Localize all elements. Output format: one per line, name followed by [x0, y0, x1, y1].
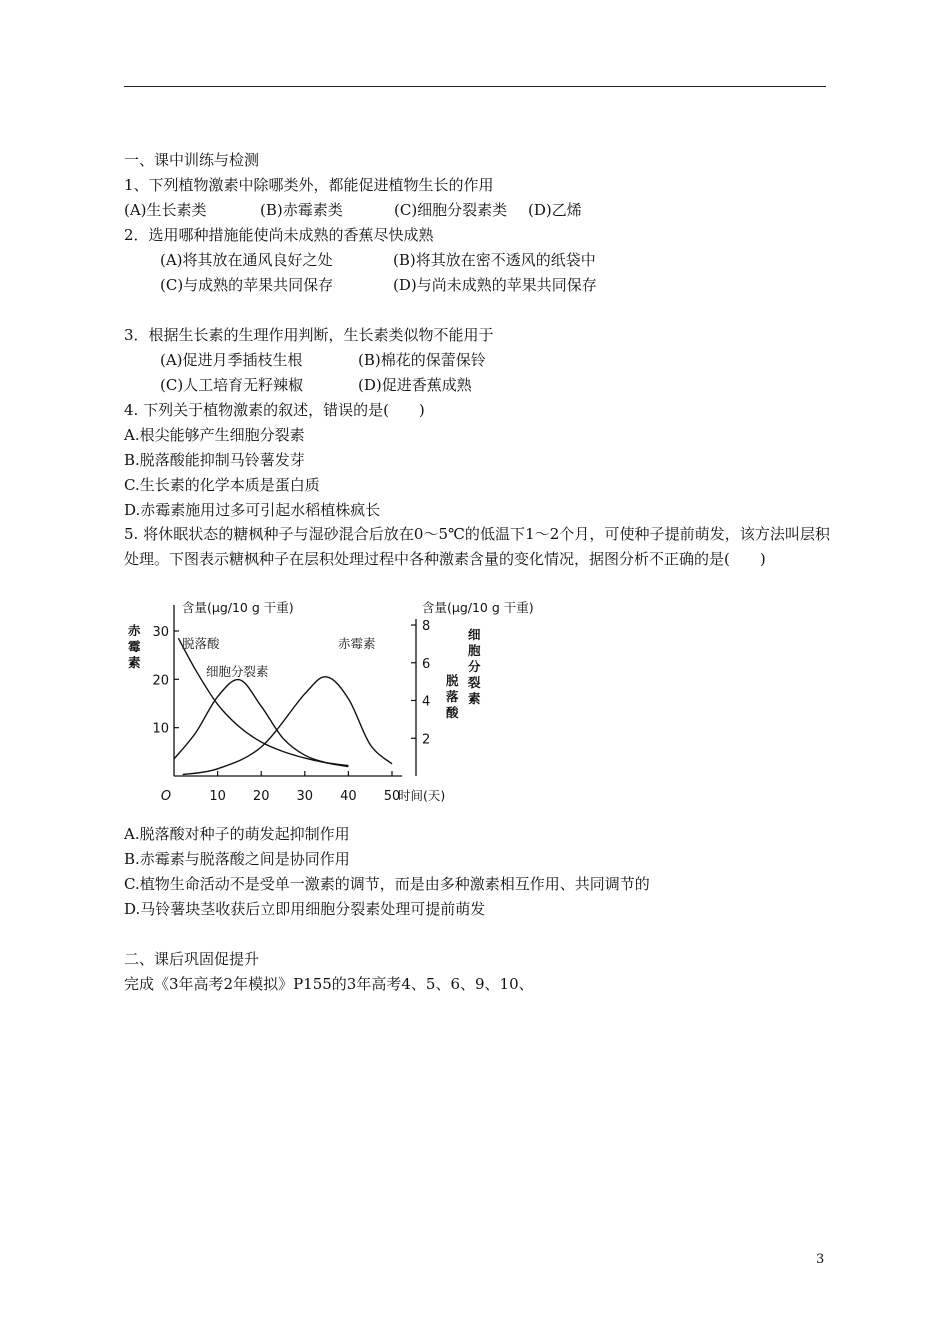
right-tick-label: 2: [422, 732, 431, 748]
q3-options-row1: [160, 350, 486, 370]
left-axis-unit: 含量(μg/10 g 干重): [182, 600, 294, 615]
q5-stem: 5. 将休眠状态的糖枫种子与湿砂混合后放在0～5℃的低温下1～2个月，可使种子提前萌发，该方法叫层积处理。下图表示糖枫种子在层积处理过程中各种激素含量的变化情况，据图分析不正确的是( ): [124, 525, 830, 568]
q2-option-a: (A)将其放在通风良好之处: [160, 251, 333, 269]
series-line-ck: [174, 680, 348, 767]
series-line-ga: [183, 677, 392, 775]
q3-option-a: (A)促进月季插枝生根: [160, 351, 303, 369]
x-tick-label: 20: [252, 789, 270, 804]
series-line-aba: [178, 638, 348, 765]
q5-option-c: C.植物生命活动不是受单一激素的调节，而是由多种激素相互作用、共同调节的: [124, 875, 650, 893]
q4-option-a: A.根尖能够产生细胞分裂素: [124, 426, 305, 444]
x-tick-label: 10: [209, 789, 226, 804]
q3-options-row2: [160, 375, 472, 395]
q5-option-a: A.脱落酸对种子的萌发起抑制作用: [124, 825, 350, 843]
left-axis-ticks: [152, 625, 179, 737]
q3-option-d: (D)促进香蕉成熟: [358, 376, 472, 394]
x-tick-label: 40: [340, 789, 357, 804]
section1-heading: 一、课中训练与检测: [124, 151, 260, 169]
q1-options: [124, 200, 582, 220]
series-label-ga: 赤霉素: [338, 636, 376, 651]
q4-option-c: C.生长素的化学本质是蛋白质: [124, 476, 320, 494]
q3-option-c: (C)人工培育无籽辣椒: [160, 376, 304, 394]
hormone-chart: [120, 595, 534, 813]
q1-option-d: (D)乙烯: [528, 201, 582, 219]
q3-stem: 3．根据生长素的生理作用判断，生长素类似物不能用于: [124, 326, 494, 344]
left-tick-label: 20: [152, 673, 169, 689]
left-tick-label: 10: [152, 721, 169, 737]
x-tick-label: 50: [383, 789, 401, 804]
q1-option-c: (C)细胞分裂素类: [394, 201, 508, 219]
left-axis-label: 赤霉素: [128, 623, 141, 670]
homework-text: 完成《3年高考2年模拟》P155的3年高考4、5、6、9、10、: [124, 975, 534, 993]
chart-axes: [174, 605, 416, 776]
series-label-ck: 细胞分裂素: [206, 664, 269, 679]
right-tick-label: 4: [422, 694, 431, 710]
q1-stem: 1、下列植物激素中除哪类外，都能促进植物生长的作用: [124, 176, 494, 194]
q2-options-row2: [160, 275, 597, 295]
left-tick-label: 30: [152, 625, 169, 640]
q5-option-b: B.赤霉素与脱落酸之间是协同作用: [124, 850, 350, 868]
right-axis-label-ck: 细胞分裂素: [468, 627, 481, 706]
q1-option-a: (A)生长素类: [124, 201, 207, 219]
q4-stem: 4. 下列关于植物激素的叙述，错误的是( ): [124, 401, 425, 419]
x-tick-label: 30: [296, 789, 314, 804]
right-axis-label-aba: 脱落酸: [446, 673, 459, 720]
q2-option-d: (D)与尚未成熟的苹果共同保存: [393, 276, 597, 294]
q2-options-row1: [160, 250, 596, 270]
q1-option-b: (B)赤霉素类: [260, 201, 343, 219]
right-tick-label: 6: [422, 656, 431, 672]
right-tick-label: 8: [422, 619, 431, 634]
q2-option-c: (C)与成熟的苹果共同保存: [160, 276, 334, 294]
x-axis-label: 时间(天): [398, 788, 446, 803]
header-rule: [124, 86, 826, 87]
section2-heading: 二、课后巩固促提升: [124, 950, 260, 968]
q2-stem: 2．选用哪种措施能使尚未成熟的香蕉尽快成熟: [124, 226, 434, 244]
right-axis-ticks: [411, 619, 430, 747]
chart-series: [174, 638, 392, 774]
q2-option-b: (B)将其放在密不透风的纸袋中: [393, 251, 596, 269]
page-number: 3: [816, 1252, 825, 1267]
right-axis-unit: 含量(μg/10 g 干重): [422, 600, 534, 615]
q4-option-d: D.赤霉素施用过多可引起水稻植株疯长: [124, 501, 381, 519]
q4-option-b: B.脱落酸能抑制马铃薯发芽: [124, 451, 305, 469]
q5-option-d: D.马铃薯块茎收获后立即用细胞分裂素处理可提前萌发: [124, 900, 486, 918]
x-tick-label: O: [160, 789, 172, 804]
q3-option-b: (B)棉花的保蕾保铃: [358, 351, 486, 369]
series-label-aba: 脱落酸: [182, 636, 220, 651]
